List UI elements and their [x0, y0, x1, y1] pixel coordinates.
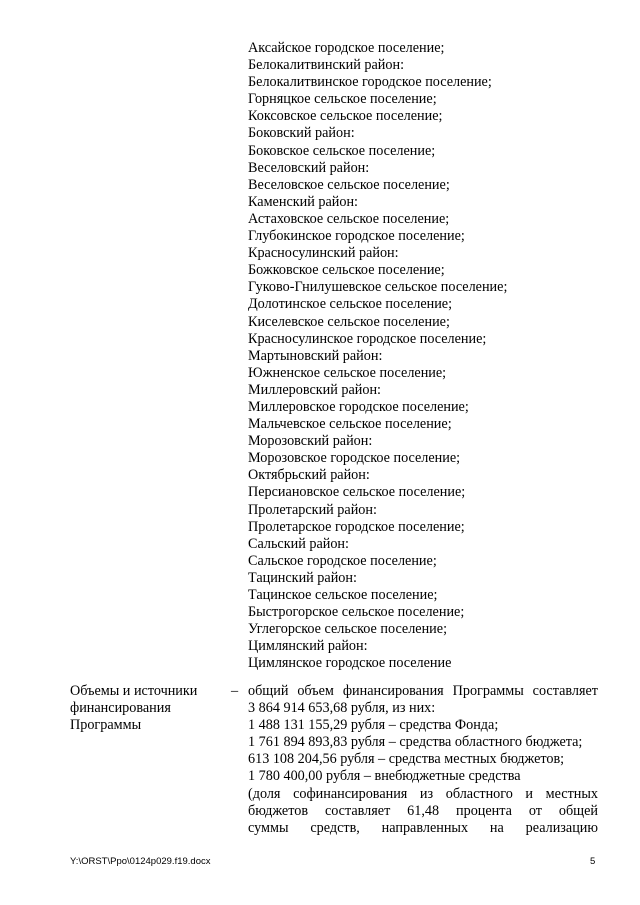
label-dash: – [231, 683, 239, 699]
list-item: Тацинское сельское поселение; [248, 587, 438, 603]
municipality-list [248, 40, 598, 672]
list-item: Пролетарский район: [248, 501, 377, 518]
list-item: Веселовское сельское поселение; [248, 176, 450, 193]
list-item: Аксайское городское поселение; [248, 40, 445, 56]
list-item: Белокалитвинский район: [248, 57, 405, 74]
list-item: Мартыновский район: [248, 347, 383, 364]
funding-line: бюджетов составляет 61,48 процента от общей [248, 802, 598, 819]
funding-section-label [70, 683, 230, 734]
list-item: Октябрьский район: [248, 467, 370, 484]
funding-label-line: Программы [70, 717, 142, 734]
list-item: Красносулинский район: [248, 245, 399, 262]
list-item: Сальский район: [248, 535, 349, 552]
list-item: Миллеровское городское поселение; [248, 398, 469, 415]
list-item: Долотинское сельское поселение; [248, 296, 453, 313]
list-item: Пролетарское городское поселение; [248, 518, 465, 535]
list-item: Персиановское сельское поселение; [248, 484, 466, 501]
funding-line: 1 488 131 155,29 рубля – средства Фонда; [248, 717, 499, 734]
funding-line: (доля софинансирования из областного и местных [248, 785, 598, 802]
list-item: Коксовское сельское поселение; [248, 108, 443, 125]
list-item: Быстрогорское сельское поселение; [248, 604, 465, 621]
list-item: Сальское городское поселение; [248, 552, 437, 569]
list-item: Гуково-Гнилушевское сельское поселение; [248, 279, 508, 296]
footer-file-path: Y:\ORST\Ppo\0124p029.f19.docx [70, 856, 211, 867]
list-item: Белокалитвинское городское поселение; [248, 74, 492, 91]
funding-line: 1 761 894 893,83 рубля – средства областного бюджета; [248, 734, 583, 751]
list-item: Мальчевское сельское поселение; [248, 416, 452, 433]
list-item: Киселевское сельское поселение; [248, 313, 450, 330]
funding-label-line: Объемы и источники [70, 683, 198, 699]
list-item: Морозовское городское поселение; [248, 450, 461, 467]
funding-line: 3 864 914 653,68 рубля, из них: [248, 700, 436, 717]
list-item: Красносулинское городское поселение; [248, 330, 487, 347]
funding-line: 613 108 204,56 рубля – средства местных бюджетов; [248, 751, 565, 768]
list-item: Миллеровский район: [248, 381, 382, 398]
list-item: Южненское сельское поселение; [248, 364, 447, 381]
list-item: Углегорское сельское поселение; [248, 621, 448, 638]
list-item: Боковский район: [248, 125, 355, 142]
list-item: Горняцкое сельское поселение; [248, 91, 437, 108]
funding-line: 1 780 400,00 рубля – внебюджетные средства [248, 768, 521, 785]
list-item: Веселовский район: [248, 159, 370, 176]
list-item: Тацинский район: [248, 569, 357, 586]
list-item: Астаховское сельское поселение; [248, 210, 450, 227]
funding-details [248, 683, 598, 837]
list-item: Боковское сельское поселение; [248, 142, 436, 159]
footer-page-number: 5 [590, 856, 596, 867]
funding-line: суммы средств, направленных на реализацию [248, 819, 598, 836]
list-item: Морозовский район: [248, 433, 373, 450]
list-item: Глубокинское городское поселение; [248, 228, 465, 245]
funding-label-line: финансирования [70, 700, 171, 717]
list-item: Цимлянский район: [248, 638, 368, 655]
list-item: Божковское сельское поселение; [248, 262, 445, 279]
list-item: Цимлянское городское поселение [248, 655, 452, 672]
list-item: Каменский район: [248, 193, 358, 210]
funding-line: общий объем финансирования Программы составляет [248, 683, 598, 699]
